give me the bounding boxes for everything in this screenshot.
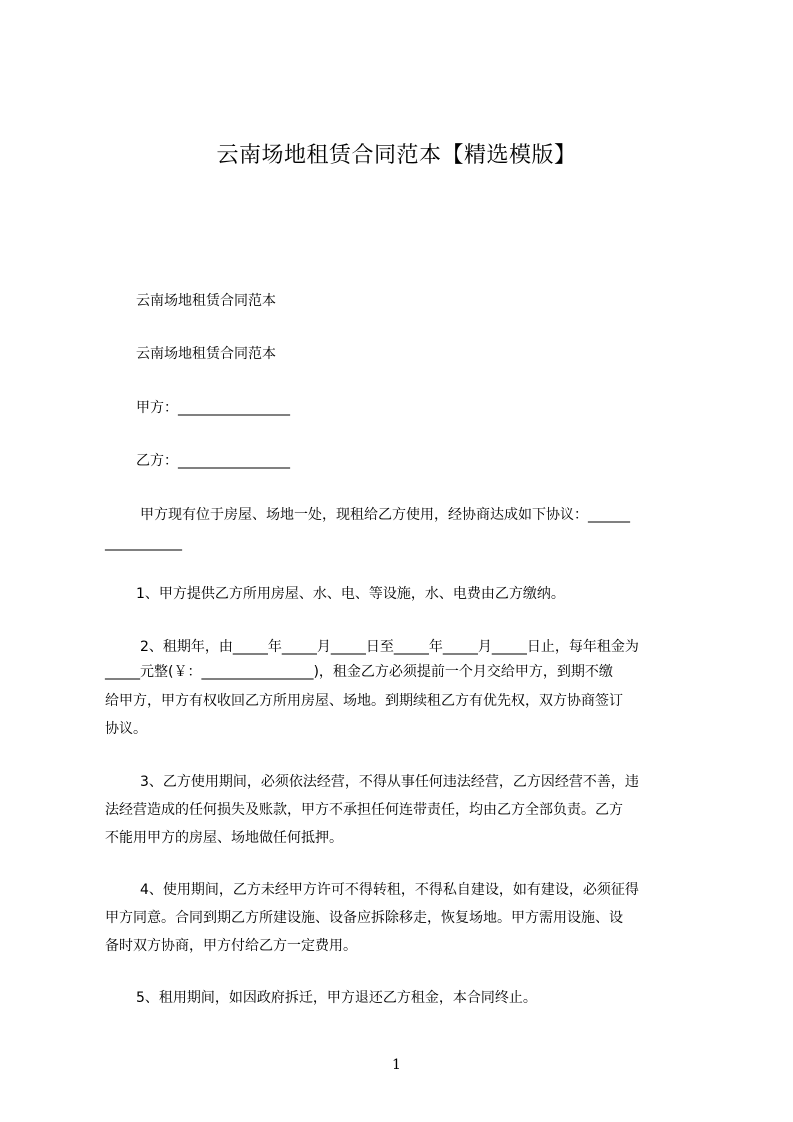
clause-2-line: 2、租期年，由_____年_____月_____日至_____年_____月_____日止，每年租金为	[140, 639, 639, 655]
intro-paragraph-line: 甲方现有位于房屋、场地一处，现租给乙方使用，经协商达成如下协议：______	[140, 507, 630, 523]
clause-4-line: 备时双方协商，甲方付给乙方一定费用。	[105, 938, 357, 954]
clause-5: 5、租用期间，如因政府拆迁，甲方退还乙方租金，本合同终止。	[136, 990, 537, 1006]
subtitle-line: 云南场地租赁合同范本	[136, 293, 276, 309]
clause-4-line: 甲方同意。合同到期乙方所建设施、设备应拆除移走，恢复场地。甲方需用设施、设	[105, 910, 623, 926]
party-b-line: 乙方：________________	[136, 453, 290, 469]
clause-2-line: 协议。	[105, 721, 147, 737]
page-number: 1	[392, 1057, 401, 1073]
clause-2-line: _____元整(￥：________________)，租金乙方必须提前一个月交给甲方，到期不缴	[105, 664, 613, 680]
subtitle-line: 云南场地租赁合同范本	[136, 346, 276, 362]
party-a-line: 甲方：________________	[136, 400, 290, 416]
clause-3-line: 法经营造成的任何损失及账款，甲方不承担任何连带责任，均由乙方全部负责。乙方	[105, 802, 623, 818]
intro-paragraph-line: ___________	[105, 535, 182, 551]
clause-4-line: 4、使用期间，乙方未经甲方许可不得转租，不得私自建设，如有建设，必须征得	[140, 882, 639, 898]
clause-3-line: 3、乙方使用期间，必须依法经营，不得从事任何违法经营，乙方因经营不善，违	[140, 774, 639, 790]
document-title: 云南场地租赁合同范本【精选模版】	[216, 143, 577, 168]
clause-2-line: 给甲方，甲方有权收回乙方所用房屋、场地。到期续租乙方有优先权，双方协商签订	[105, 693, 623, 709]
clause-3-line: 不能用甲方的房屋、场地做任何抵押。	[105, 830, 343, 846]
clause-1: 1、甲方提供乙方所用房屋、水、电、等设施，水、电费由乙方缴纳。	[136, 586, 565, 602]
